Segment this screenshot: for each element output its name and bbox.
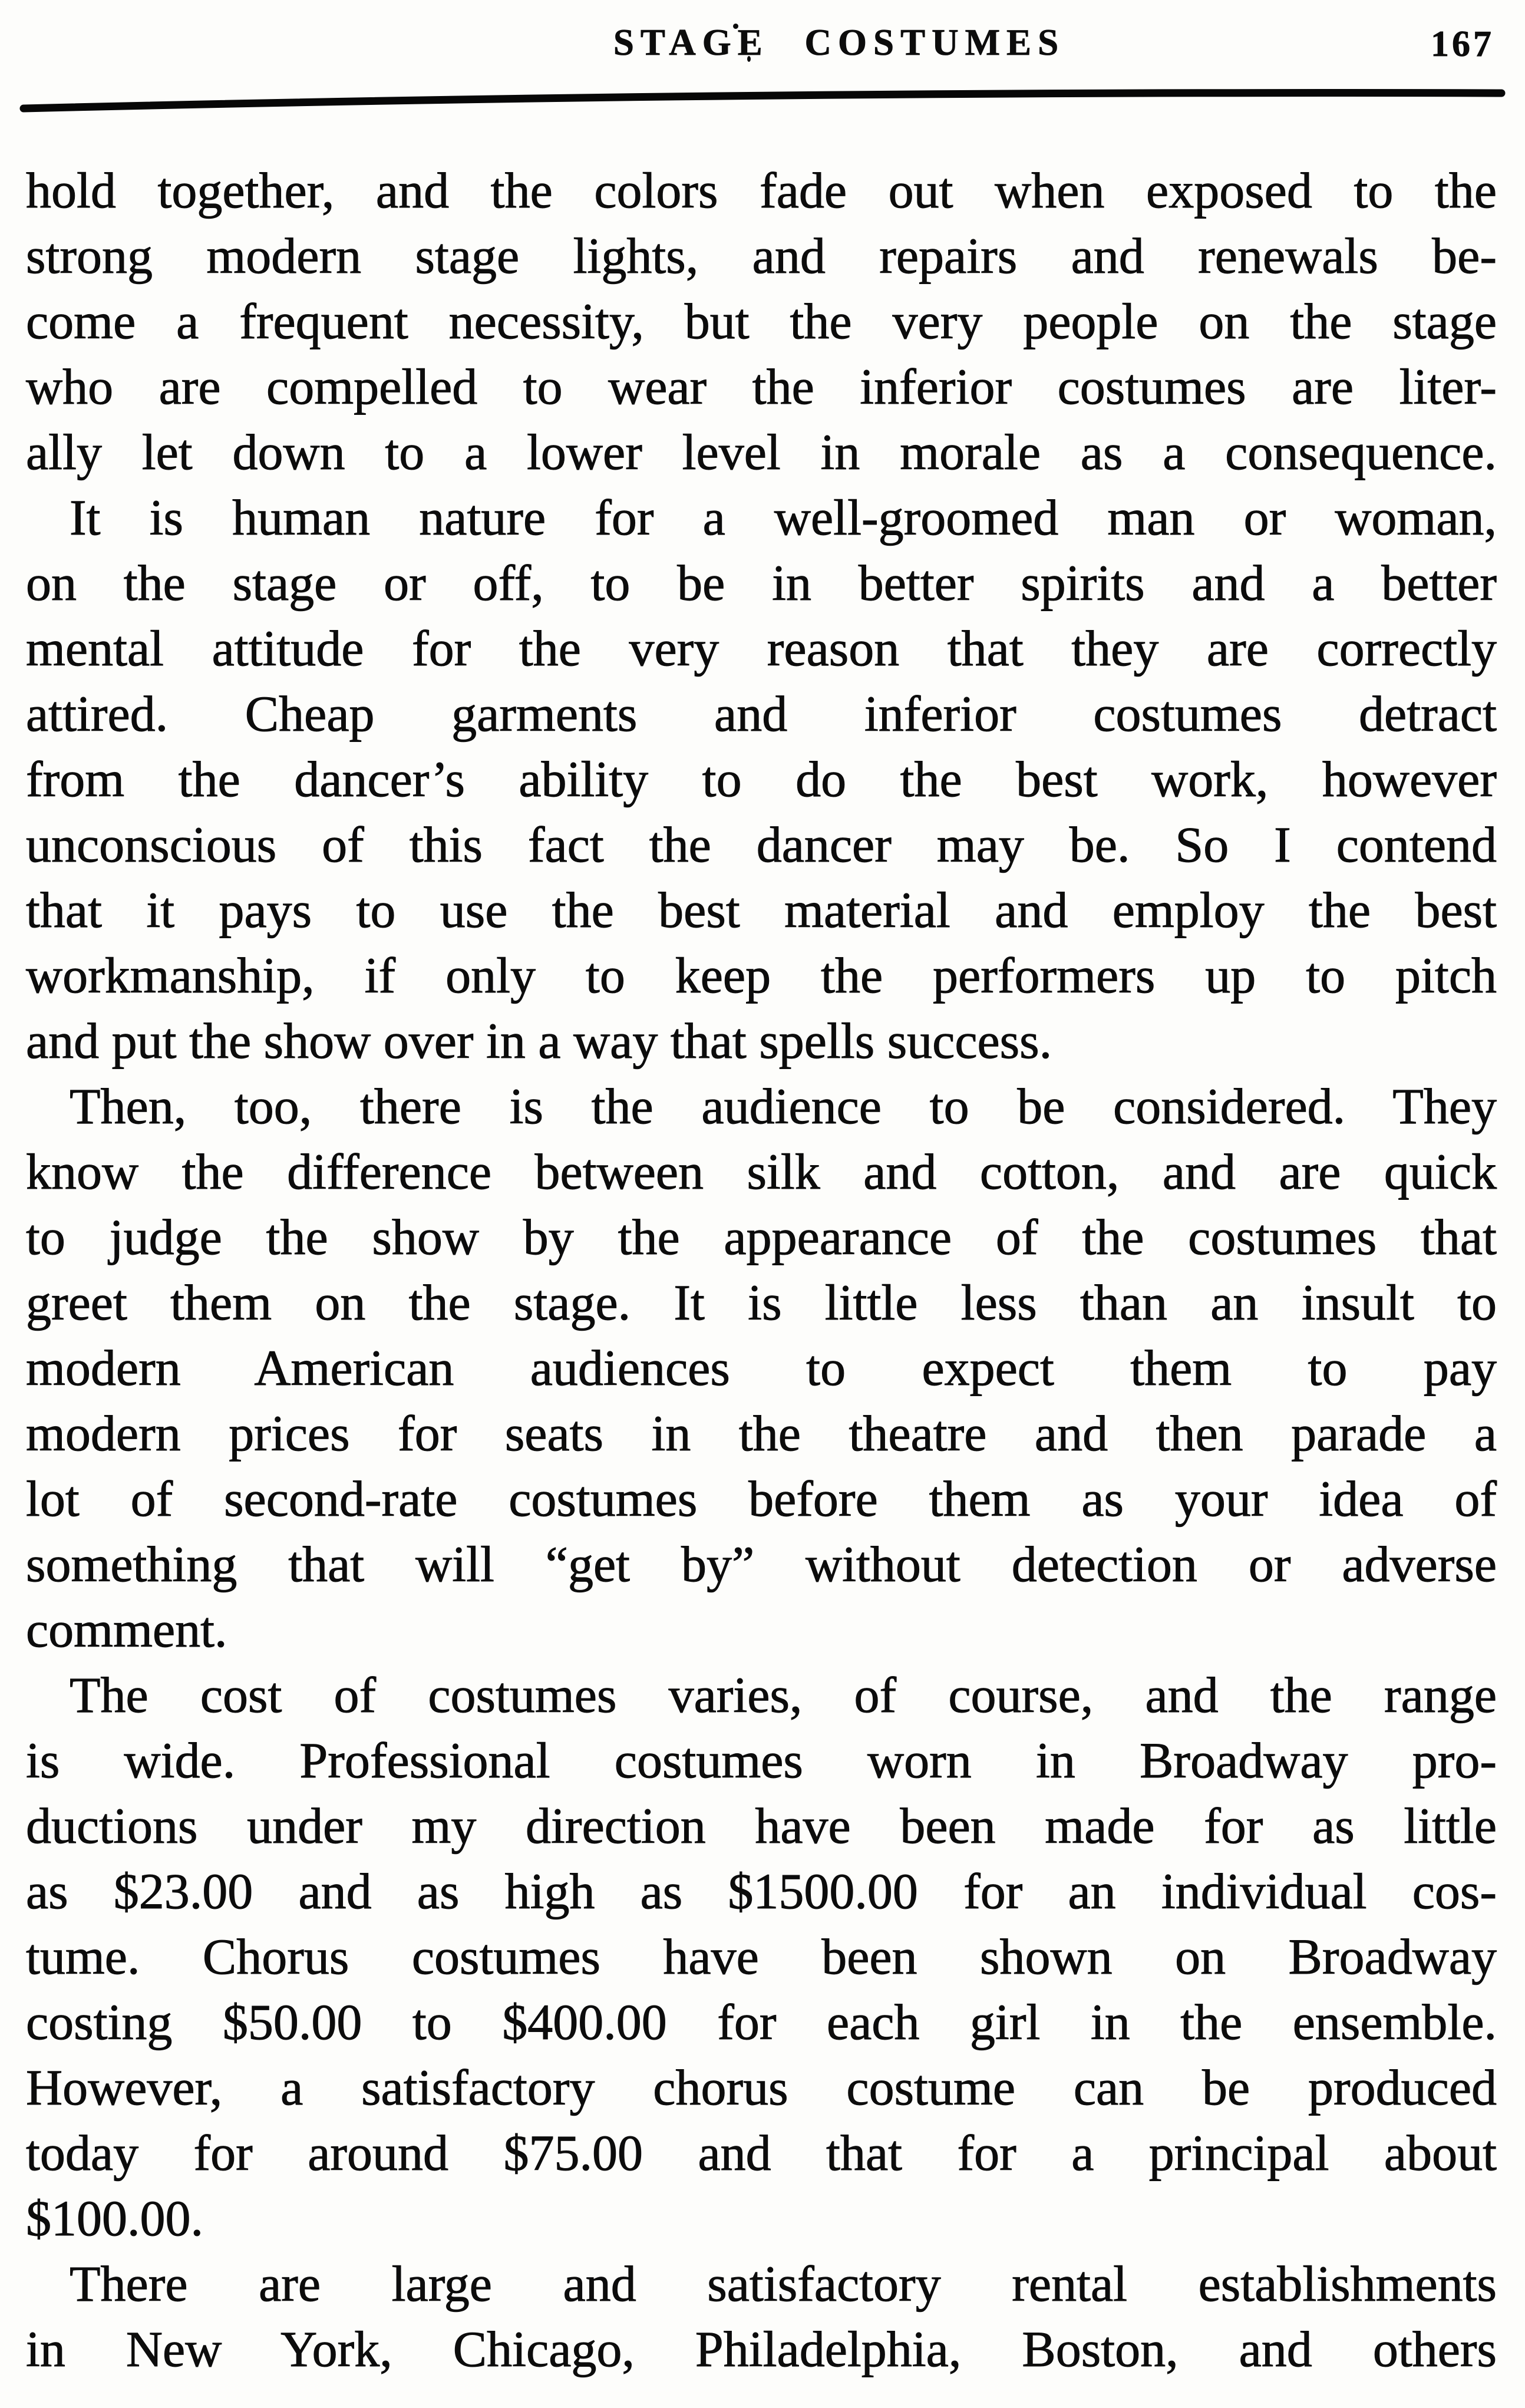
text-line: hold together, and the colors fade out when exposed to the [26, 162, 1497, 219]
paragraph [26, 485, 1497, 1074]
text-line: in New York, Chicago, Philadelphia, Boston, and others [26, 2321, 1497, 2377]
text-line: know the difference between silk and cotton, and are quick [26, 1143, 1497, 1200]
text-line: modern prices for seats in the theatre and then parade a [26, 1405, 1497, 1462]
text-line: greet them on the stage. It is little less than an insult to [26, 1274, 1497, 1331]
paragraph [26, 158, 1497, 485]
text-line: come a frequent necessity, but the very people on the stage [26, 293, 1497, 349]
text-line: The cost of costumes varies, of course, and the range [70, 1667, 1497, 1723]
paragraph [26, 1662, 1497, 2251]
text-line: $100.00. [26, 2190, 203, 2247]
text-line: Then, too, there is the audience to be considered. They [70, 1078, 1497, 1134]
text-line: attired. Cheap garments and inferior costumes detract [26, 685, 1497, 742]
text-line: modern American audiences to expect them to pay [26, 1340, 1497, 1396]
text-line: ductions under my direction have been made for as little [26, 1797, 1497, 1854]
text-line: is wide. Professional costumes worn in Broadway pro- [26, 1732, 1497, 1789]
text-line: to judge the show by the appearance of the costumes that [26, 1209, 1497, 1265]
text-line: There are large and satisfactory rental establishments [70, 2255, 1497, 2312]
text-line: It is human nature for a well-groomed man or woman, [70, 489, 1497, 546]
text-line: ally let down to a lower level in morale as a consequence. [26, 424, 1497, 480]
text-line: something that will “get by” without detection or adverse [26, 1536, 1497, 1592]
running-head-title: STAGE COSTUMES [613, 22, 1065, 63]
paragraph [26, 2251, 1497, 2382]
paragraph [26, 1074, 1497, 1662]
header-rule [0, 83, 1525, 118]
text-line: from the dancer’s ability to do the best work, however [26, 751, 1497, 807]
text-line: unconscious of this fact the dancer may be. So I contend [26, 816, 1497, 873]
text-line: However, a satisfactory chorus costume can be produced [26, 2059, 1497, 2116]
page-number: 167 [1431, 24, 1494, 64]
text-line: tume. Chorus costumes have been shown on Broadway [26, 1928, 1497, 1985]
text-line: on the stage or off, to be in better spirits and a better [26, 555, 1497, 611]
text-line: strong modern stage lights, and repairs and renewals be- [26, 227, 1497, 284]
text-line: and put the show over in a way that spells success. [26, 1012, 1052, 1069]
text-line: as $23.00 and as high as $1500.00 for an individual cos- [26, 1863, 1497, 1919]
text-line: today for around $75.00 and that for a principal about [26, 2125, 1497, 2181]
text-line: that it pays to use the best material and employ the best [26, 882, 1497, 938]
text-line: lot of second-rate costumes before them as your idea of [26, 1470, 1497, 1527]
text-line: workmanship, if only to keep the performers up to pitch [26, 947, 1497, 1004]
text-line: who are compelled to wear the inferior costumes are liter- [26, 358, 1497, 415]
text-line: costing $50.00 to $400.00 for each girl in the ensemble. [26, 1994, 1497, 2050]
text-line: mental attitude for the very reason that they are correctly [26, 620, 1497, 677]
page-header [0, 0, 1525, 118]
text-line: comment. [26, 1601, 227, 1658]
page-body [0, 118, 1525, 2382]
